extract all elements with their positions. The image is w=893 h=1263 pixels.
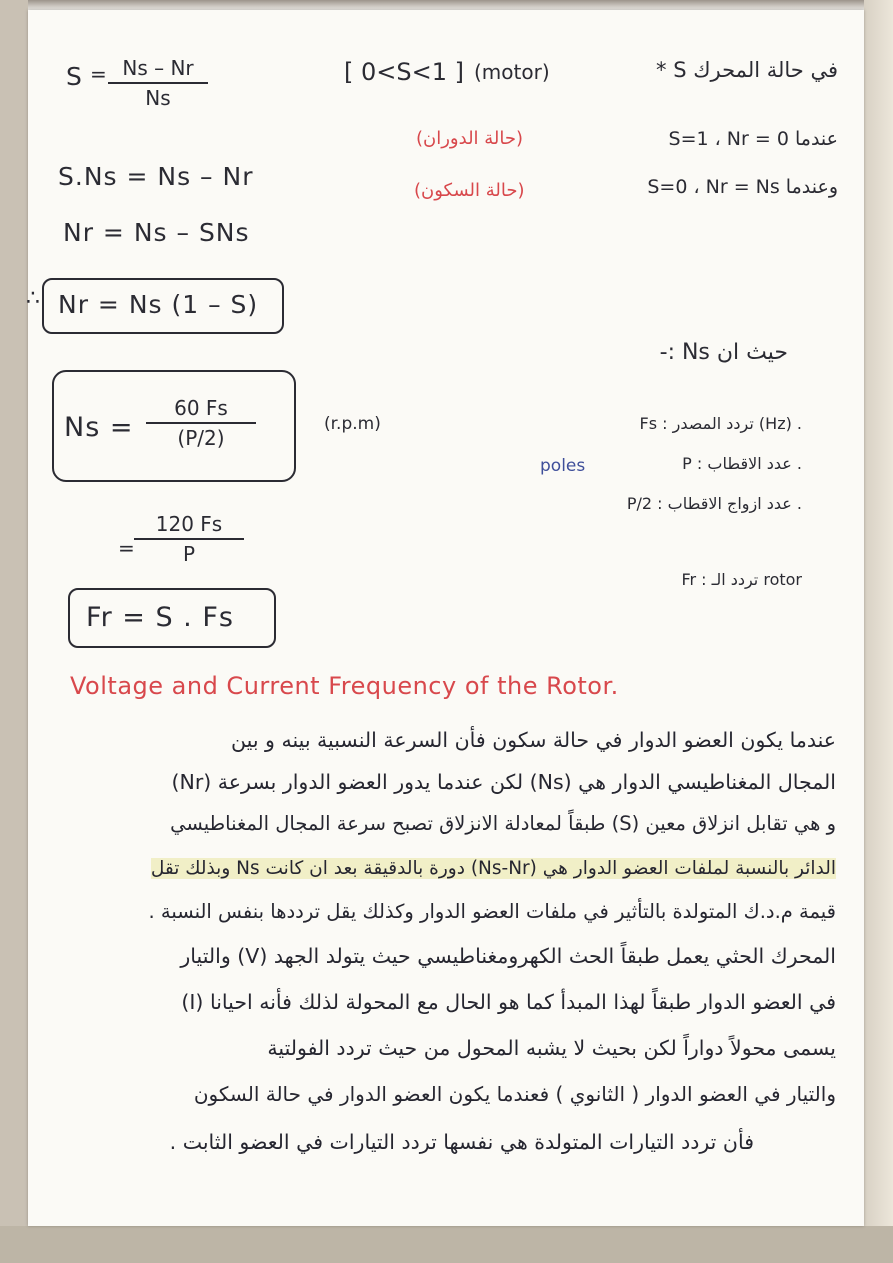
- sync-speed-numerator: 60 Fs: [174, 396, 228, 420]
- rotor-speed-formula: Nr = Ns (1 – S): [58, 290, 259, 319]
- paragraph-line-10: فأن تردد التيارات المتولدة هي نفسها تردد التيارات في العضو الثابت .: [169, 1130, 754, 1154]
- slip-fraction: [108, 56, 208, 110]
- rotation-state-label: (حالة الدوران): [416, 128, 524, 149]
- slip-step-3: Nr = Ns – SNs: [63, 218, 250, 247]
- where-heading: حيث ان Ns :-: [659, 340, 788, 365]
- paragraph-line-8: يسمى محولاً دواراً لكن بحيث لا يشبه المحول من حيث تردد الفولتية: [267, 1036, 836, 1060]
- rotor-speed-box: [42, 278, 284, 334]
- paragraph-line-6: المحرك الحثي يعمل طبقاً الحث الكهرومغناطيسي حيث يتولد الجهد (V) والتيار: [180, 944, 836, 968]
- rotor-frequency-box: [68, 588, 276, 648]
- rotor-frequency-formula: Fr = S . Fs: [86, 602, 234, 633]
- standstill-state-label: (حالة السكون): [414, 180, 525, 201]
- alt-form-fraction: [134, 512, 244, 566]
- slip-denominator: Ns: [145, 86, 171, 110]
- sync-speed-box: [52, 370, 296, 482]
- sync-speed-lhs: Ns =: [64, 412, 134, 443]
- fraction-bar: [134, 538, 244, 540]
- paragraph-line-3: و هي تقابل انزلاق معين (S) طبقاً لمعادلة الانزلاق تصبح سرعة المجال المغناطيسي: [170, 812, 836, 835]
- fs-definition: Fs : تردد المصدر (Hz) .: [639, 414, 802, 433]
- fr-definition: Fr : تردد الـ rotor: [681, 570, 802, 589]
- slip-numerator: Ns – Nr: [122, 56, 194, 80]
- motor-slip-range: [ 0<S<1 ]: [344, 58, 464, 86]
- paragraph-line-2: المجال المغناطيسي الدوار هي (Ns) لكن عندما يدور العضو الدوار بسرعة (Nr): [171, 770, 836, 794]
- p2-definition: P/2 : عدد ازواج الاقطاب .: [626, 494, 802, 513]
- motor-label: (motor): [474, 60, 550, 84]
- fraction-bar: [146, 422, 256, 424]
- standstill-condition: وعندما S=0 ، Nr = Ns: [647, 176, 838, 198]
- table-surface: [0, 1226, 893, 1263]
- motor-case-note: * S في حالة المحرك: [656, 58, 838, 82]
- sync-speed-fraction: [146, 396, 256, 450]
- next-page-edge: [864, 0, 893, 1263]
- alt-form-denominator: P: [182, 542, 196, 566]
- alt-form-numerator: 120 Fs: [155, 512, 223, 536]
- fraction-bar: [108, 82, 208, 84]
- slip-lhs: S: [66, 62, 83, 91]
- rotation-condition: عندما S=1 ، Nr = 0: [668, 128, 838, 150]
- paragraph-line-9: والتيار في العضو الدوار ( الثانوي ) فعندما يكون العضو الدوار في حالة السكون: [193, 1082, 836, 1106]
- poles-annotation: poles: [540, 456, 586, 476]
- paragraph-line-5: قيمة م.د.ك المتولدة بالتأثير في ملفات العضو الدوار وكذلك يقل ترددها بنفس النسبة .: [148, 900, 836, 923]
- paragraph-line-1: عندما يكون العضو الدوار في حالة سكون فأن السرعة النسبية بينه و بين: [231, 728, 836, 752]
- paragraph-line-4: الدائر بالنسبة لملفات العضو الدوار هي (Ns-Nr) دورة بالدقيقة بعد ان كانت Ns وبذلك تقل: [150, 858, 836, 879]
- paragraph-line-7: (I) في العضو الدوار طبقاً لهذا المبدأ كما هو الحال مع المحولة لذلك فأنه احيانا: [181, 990, 836, 1014]
- therefore-symbol: ∴: [26, 286, 41, 311]
- slip-step-2: S.Ns = Ns – Nr: [58, 162, 254, 191]
- rpm-unit: (r.p.m): [324, 414, 381, 434]
- alt-form-equals: =: [118, 536, 136, 560]
- section-title: Voltage and Current Frequency of the Rotor.: [70, 672, 619, 700]
- p-definition: P : عدد الاقطاب .: [682, 454, 802, 473]
- sync-speed-denominator: (P/2): [177, 426, 225, 450]
- notebook-page: [28, 10, 864, 1226]
- slip-equals: =: [90, 62, 108, 86]
